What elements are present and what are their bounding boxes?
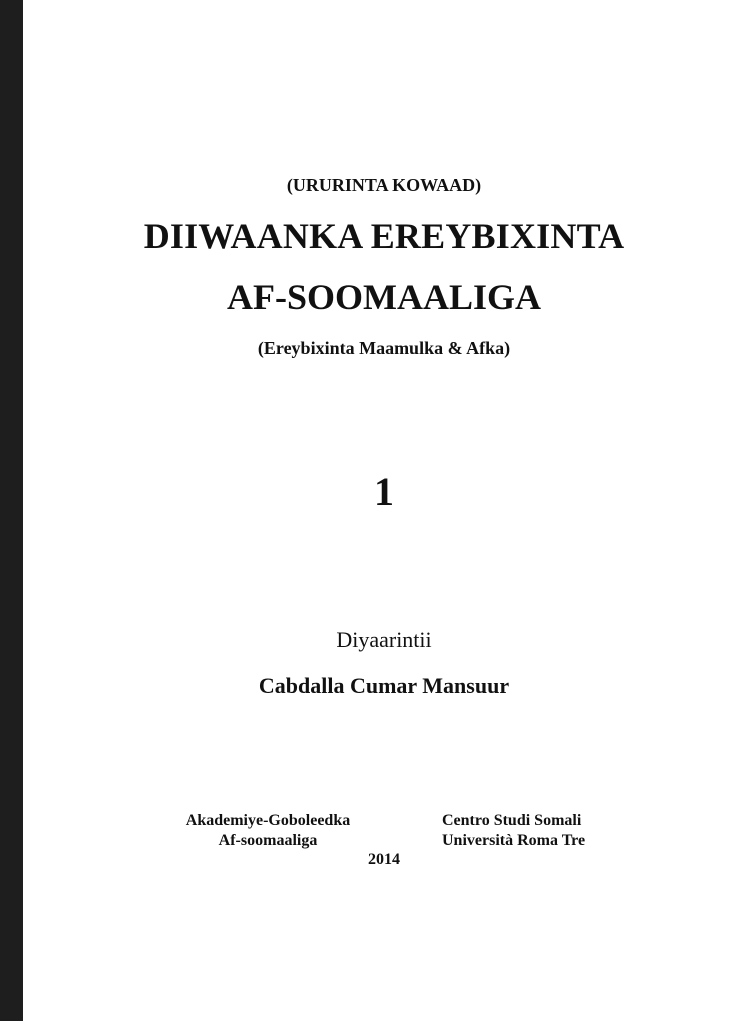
publication-year: 2014 bbox=[368, 851, 400, 868]
publisher-left-line1: Akademiye-Goboleedka bbox=[185, 812, 351, 829]
document-page bbox=[23, 0, 745, 1021]
publisher-right-line1: Centro Studi Somali bbox=[442, 812, 582, 829]
author-name: Cabdalla Cumar Mansuur bbox=[258, 673, 510, 698]
publisher-left bbox=[173, 811, 363, 851]
prepared-by-label: Diyaarintii bbox=[336, 627, 432, 652]
volume-number: 1 bbox=[374, 469, 394, 514]
publisher-right-line2: Università Roma Tre bbox=[442, 832, 586, 849]
subtitle: (Ereybixinta Maamulka & Afka) bbox=[257, 338, 511, 358]
publisher-left-line2: Af-soomaaliga bbox=[218, 832, 318, 849]
viewer-sidebar-edge bbox=[0, 0, 23, 1021]
title-line-2: AF-SOOMAALIGA bbox=[227, 277, 541, 317]
title-line-1: DIIWAANKA EREYBIXINTA bbox=[143, 216, 625, 256]
series-label: (URURINTA KOWAAD) bbox=[286, 175, 482, 195]
publisher-right bbox=[442, 811, 585, 851]
